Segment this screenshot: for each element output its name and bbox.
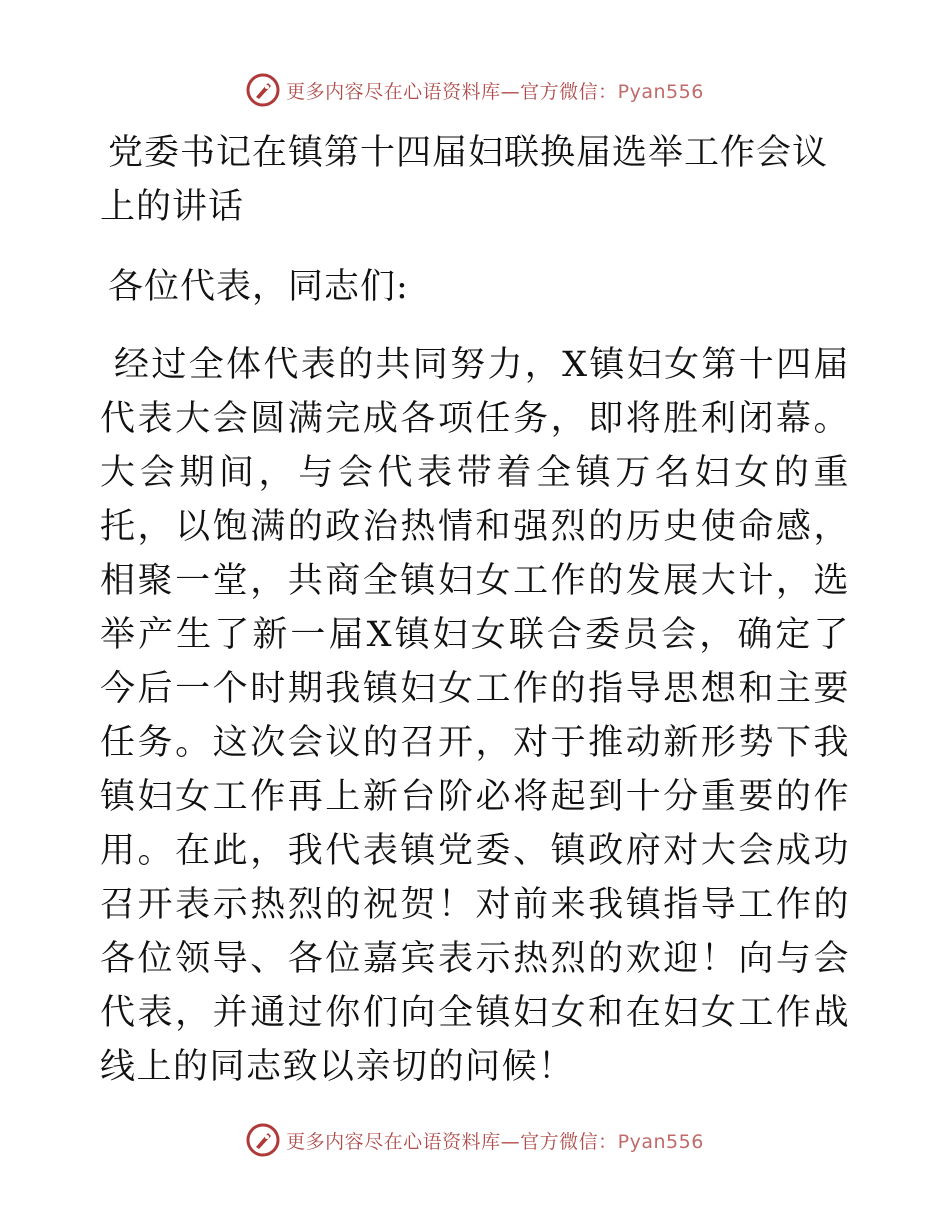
pen-nib-logo-icon [246,73,280,107]
banner-main-text: 更多内容尽在心语资料库—官方微信： [286,80,618,103]
document-body [100,126,850,1094]
body-paragraph: 经过全体代表的共同努力，X镇妇女第十四届代表大会圆满完成各项任务，即将胜利闭幕。大会期间，与会代表带着全镇万名妇女的重托，以饱满的政治热情和强烈的历史使命感，相聚一堂，共商全镇妇女工作的发展大计，选举产生了新一届X镇妇女联合委员会，确定了今后一个时期我镇妇女工作的指导思想和主要任务。这次会议的召开，对于推动新形势下我镇妇女工作再上新台阶必将起到十分重要的作用。在此，我代表镇党委、镇政府对大会成功召开表示热烈的祝贺！对前来我镇指导工作的各位领导、各位嘉宾表示热烈的欢迎！向与会代表，并通过你们向全镇妇女和在妇女工作战线上的同志致以亲切的问候！ [100,345,850,1087]
header-banner [0,70,950,110]
banner-wechat-id: Pyan556 [617,80,704,103]
greeting: 各位代表，同志们: [108,267,409,307]
footer-banner [0,1120,950,1160]
banner-text [286,1127,704,1154]
banner-main-text: 更多内容尽在心语资料库—官方微信： [286,1130,618,1153]
pen-nib-logo-icon [246,1123,280,1157]
document-title: 党委书记在镇第十四届妇联换届选举工作会议上的讲话 [100,133,829,227]
banner-wechat-id: Pyan556 [617,1130,704,1153]
banner-text [286,77,704,104]
